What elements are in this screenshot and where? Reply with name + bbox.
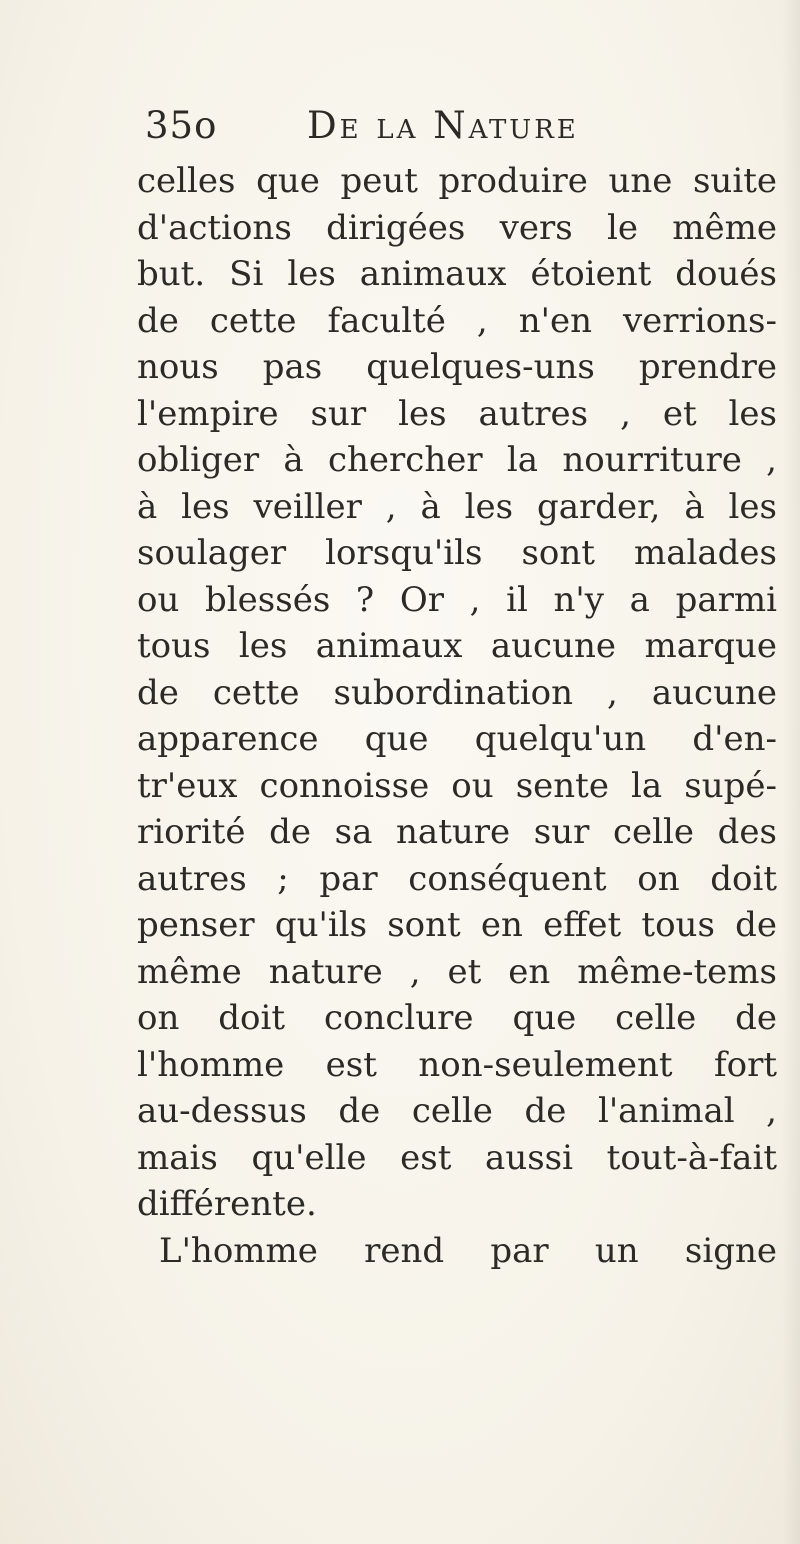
text-line: nous pas quelques-uns prendre	[137, 347, 777, 387]
text-line: L'homme rend par un signe	[159, 1230, 777, 1271]
text-line: tr'eux connoisse ou sente la supé-	[137, 765, 777, 806]
page-edge-shadow	[782, 0, 800, 1544]
text-line: tous les animaux aucune marque	[137, 626, 777, 666]
text-line: but. Si les animaux étoient doués	[137, 254, 777, 294]
text-line: de cette subordination , aucune	[137, 672, 777, 713]
text-line: de cette faculté , n'en verrions-	[137, 300, 777, 341]
text-line: soulager lorsqu'ils sont malades	[137, 533, 777, 573]
running-title: De la Nature	[307, 104, 579, 147]
text-line: celles que peut produire une suite	[137, 161, 777, 201]
text-line: même nature , et en même-tems	[137, 951, 777, 992]
text-line: au-dessus de celle de l'animal ,	[137, 1091, 777, 1131]
text-line: d'actions dirigées vers le même	[137, 207, 777, 248]
text-line: obliger à chercher la nourriture ,	[137, 440, 777, 480]
text-line: riorité de sa nature sur celle des	[137, 812, 777, 852]
text-line: apparence que quelqu'un d'en-	[137, 719, 777, 759]
text-line: à les veiller , à les garder, à les	[137, 486, 777, 527]
text-line: on doit conclure que celle de	[137, 998, 777, 1038]
text-line: mais qu'elle est aussi tout-à-fait	[137, 1137, 777, 1178]
text-line: ou blessés ? Or , il n'y a parmi	[137, 579, 777, 620]
text-line: autres ; par conséquent on doit	[137, 858, 777, 899]
text-line: penser qu'ils sont en effet tous de	[137, 905, 777, 945]
body-text	[137, 158, 777, 1274]
text-line: l'empire sur les autres , et les	[137, 393, 777, 434]
page-number: 35o	[145, 104, 218, 147]
page-header	[145, 104, 705, 152]
text-line: l'homme est non-seulement fort	[137, 1044, 777, 1085]
text-line: différente.	[137, 1184, 317, 1224]
